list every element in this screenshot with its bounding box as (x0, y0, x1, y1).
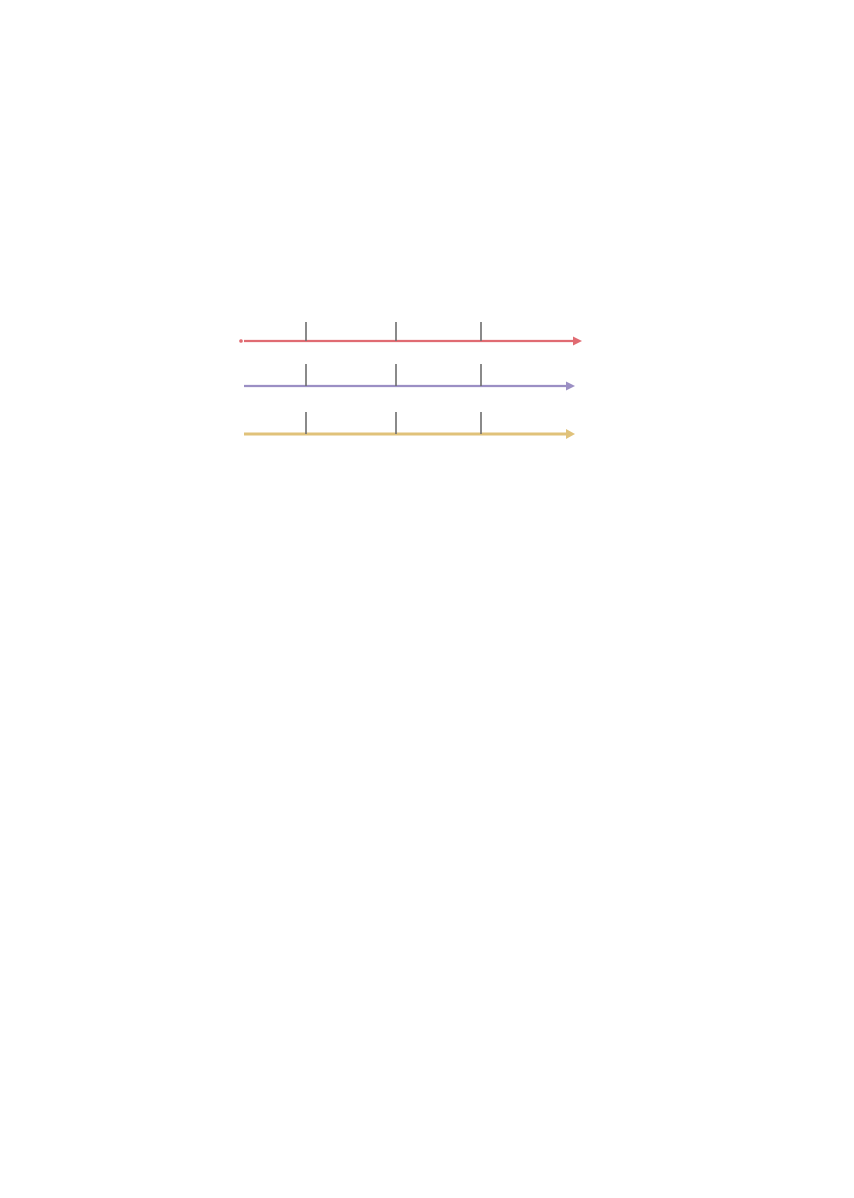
road-measures-table-title (88, 940, 764, 951)
driver-process-table-title (88, 566, 764, 577)
driver-process-table-block (88, 566, 764, 577)
accident-grade-diagram (168, 298, 724, 453)
road-measures-table-block (88, 940, 764, 951)
traffic-info-table-block (88, 698, 764, 709)
traffic-info-table-title (88, 698, 764, 709)
